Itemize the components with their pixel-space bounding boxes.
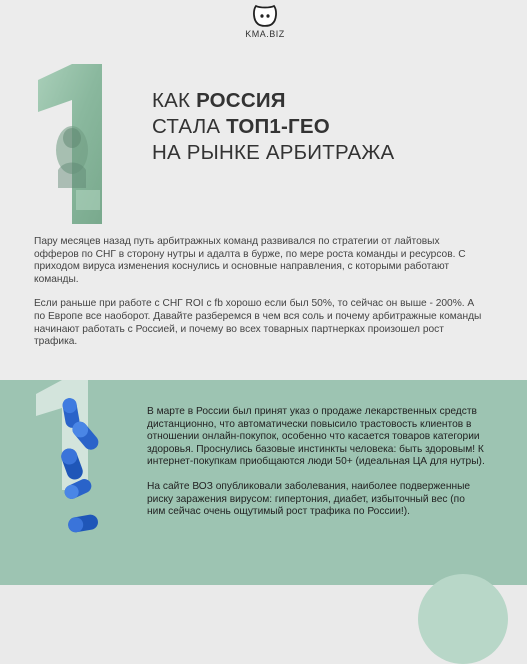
big-one-banknote-icon <box>30 60 110 230</box>
section-1-paragraph-1: В марте в России был принят указ о продаже лекарственных средств дистанционно, что автоматически повысило трастовость клиентов в отношении онлайн-покупок, особенно что касается товаров категории здоровья. Проснулись базовые инстинкты человека: быть здоровым! К интернет-покупкам приобщаются люди 50+ (идеальная ЦА для нутры). <box>147 406 485 468</box>
pig-snout-logo-icon <box>252 4 278 28</box>
title-line-1-prefix: КАК <box>152 89 197 112</box>
intro-paragraph-1: Пару месяцев назад путь арбитражных команд развивался по стратегии от лайтовых офферов по СНГ в сторону нутры и адалта в бурже, по мере роста команды и ресурсов. С приходом вируса изменения коснулись и основные направления, с которыми работают команды. <box>34 236 466 285</box>
decorative-circle <box>418 574 508 664</box>
intro-text <box>34 236 484 361</box>
title-line-2 <box>152 114 492 140</box>
title-line-1-bold: РОССИЯ <box>196 89 286 112</box>
section-1-paragraph-2: На сайте ВОЗ опубликовали заболевания, наиболее подверженные риску заражения вирусом: гипертония, диабет, избыточный вес (по ним сейчас очень ощутимый рост трафика по России!). <box>147 480 471 518</box>
section-1 <box>0 380 527 585</box>
section-1-text <box>147 406 485 531</box>
page-title <box>152 88 492 166</box>
blue-pills-icon <box>58 398 108 568</box>
logo-text: KMA.BIZ <box>245 29 285 39</box>
intro-paragraph-2: Если раньше при работе с СНГ ROI с fb хорошо если был 50%, то сейчас он выше - 200%. А по Европе все наоборот. Давайте разберемся в чем вся соль и почему арбитражные команды начинают работать с Россией, и почему во всех товарных партнерках произошел рост трафика. <box>34 298 482 348</box>
title-line-2-prefix: СТАЛА <box>152 115 227 138</box>
brand-logo[interactable] <box>239 4 291 48</box>
title-line-1 <box>152 88 492 114</box>
title-line-3: НА РЫНКЕ АРБИТРАЖА <box>152 141 395 164</box>
title-line-2-bold: ТОП1-ГЕО <box>226 115 330 138</box>
